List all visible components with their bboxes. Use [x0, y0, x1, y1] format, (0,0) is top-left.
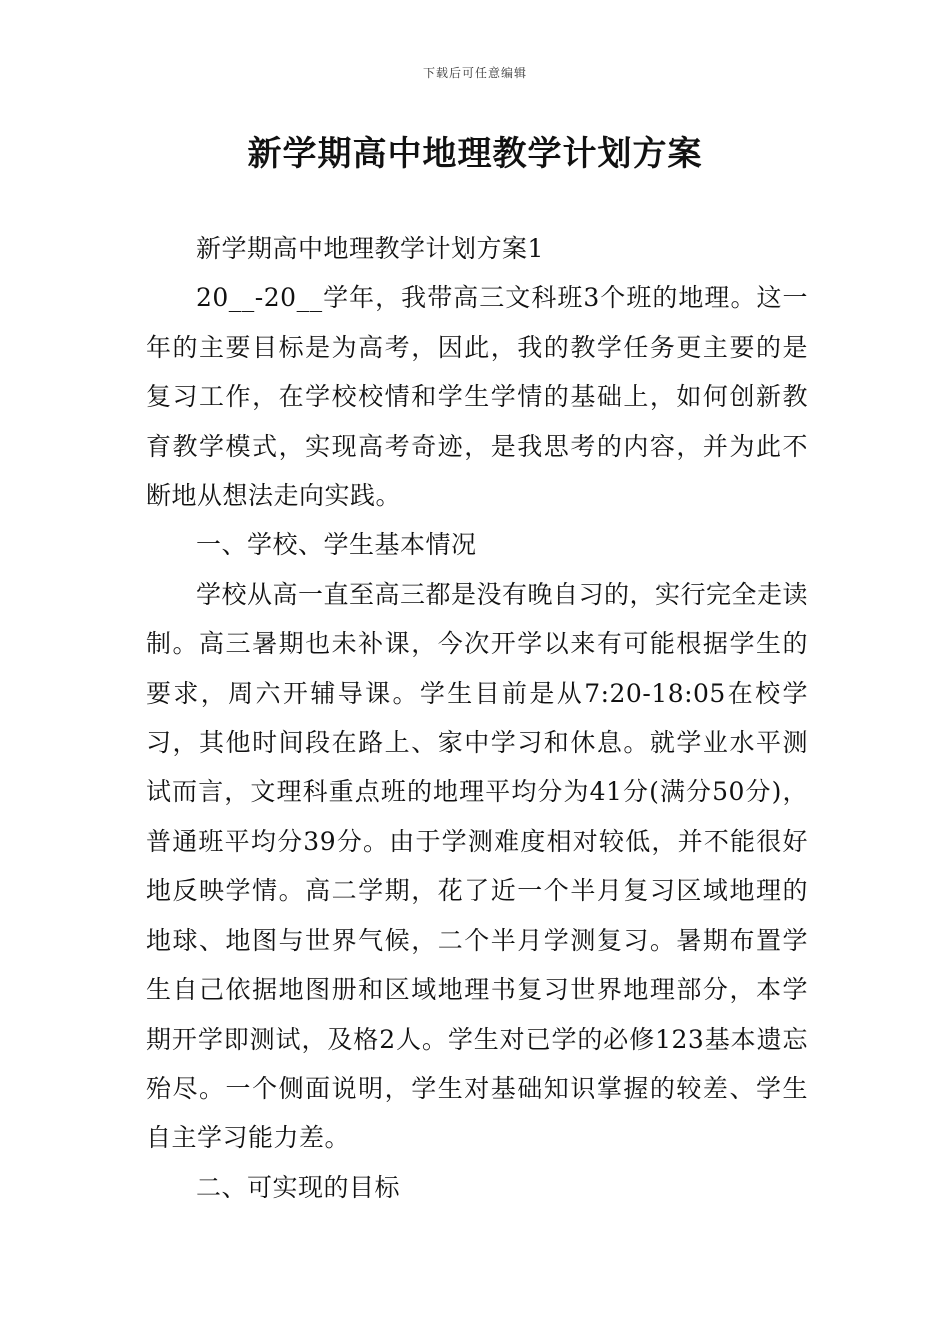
document-title: 新学期高中地理教学计划方案	[247, 134, 703, 174]
paragraph-intro: 20__-20__学年，我带高三文科班3个班的地理。这一年的主要目标是为高考，因此，我的教学任务更主要的是复习工作，在学校校情和学生学情的基础上，如何创新教育教学模式，实现高考奇迹，是我思考的内容，并为此不断地从想法走向实践。	[146, 283, 808, 511]
section-heading-2: 二、可实现的目标	[196, 1172, 401, 1202]
document-body	[146, 224, 808, 1212]
paragraph-section-1: 学校从高一直至高三都是没有晚自习的，实行完全走读制。高三暑期也未补课，今次开学以来有可能根据学生的要求，周六开辅导课。学生目前是从7:20-18:05在校学习，其他时间段在路上、家中学习和休息。就学业水平测试而言，文理科重点班的地理平均分为41分(满分50分)，普通班平均分39分。由于学测难度相对较低，并不能很好地反映学情。高二学期，花了近一个半月复习区域地理的地球、地图与世界气候，二个半月学测复习。暑期布置学生自己依据地图册和区域地理书复习世界地理部分，本学期开学即测试，及格2人。学生对已学的必修123基本遗忘殆尽。一个侧面说明，学生对基础知识掌握的较差、学生自主学习能力差。	[146, 579, 809, 1153]
header-note: 下载后可任意编辑	[422, 66, 527, 80]
paragraph-subtitle: 新学期高中地理教学计划方案1	[196, 234, 544, 263]
section-heading-1: 一、学校、学生基本情况	[196, 530, 477, 560]
